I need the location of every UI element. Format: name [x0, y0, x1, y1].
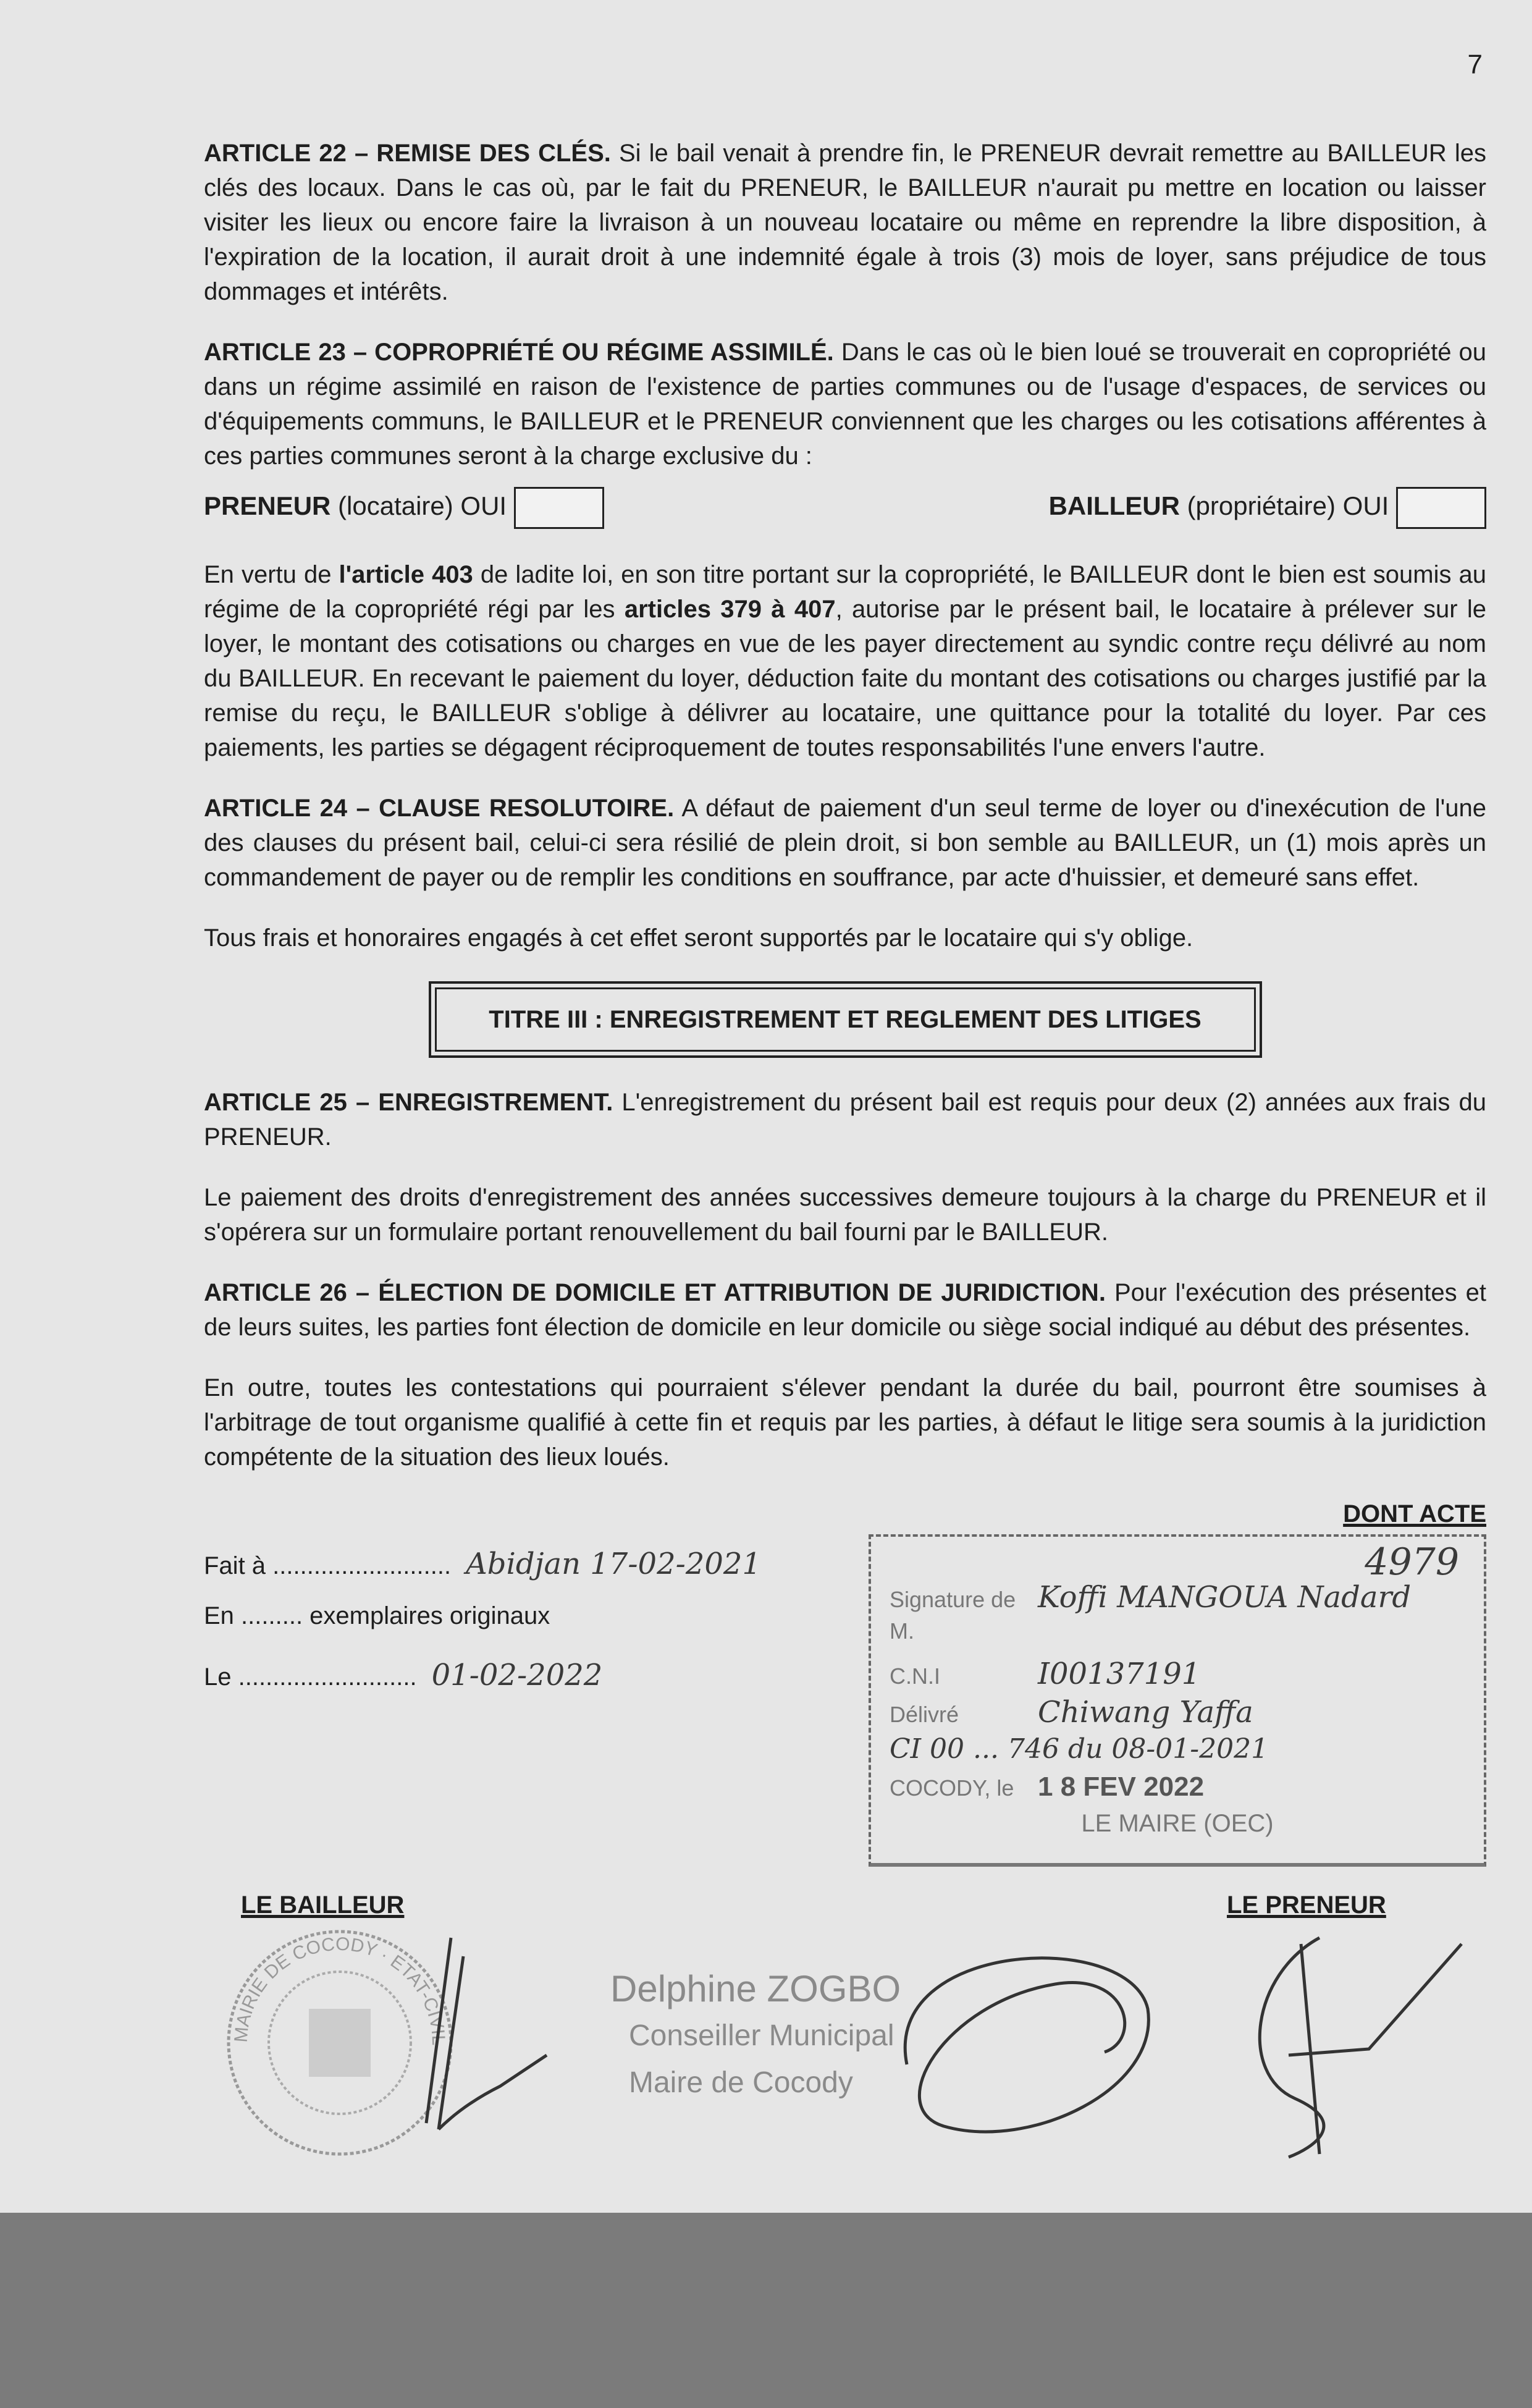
article-23-title: ARTICLE 23 – COPROPRIÉTÉ OU RÉGIME ASSIMILÉ. [204, 339, 834, 366]
text: de ladite loi, en son titre portant sur la copropriété, le BAILLEUR dont le bien est soumis au régime de la copropriété régi par les [204, 561, 1487, 623]
bailleur-option [1049, 487, 1486, 529]
article-25 [204, 1085, 1486, 1154]
exemplaires-row [204, 1602, 831, 1658]
dont-acte-row [204, 1500, 1486, 1528]
bailleur-checkbox[interactable] [1396, 487, 1486, 529]
preneur-signature [1227, 1919, 1486, 2160]
stamp-cocody-label: COCODY, le [890, 1775, 1014, 1801]
execution-lines [204, 1534, 831, 1713]
article-22-title: ARTICLE 22 – REMISE DES CLÉS. [204, 140, 611, 167]
official-role: Conseiller Municipal [629, 2019, 894, 2052]
stamp-row [890, 1772, 1465, 1810]
bold-ref: l'article 403 [339, 561, 473, 588]
bailleur-sub: (propriétaire) OUI [1179, 491, 1389, 521]
article-22-text: Si le bail venait à prendre fin, le PRENEUR devrait remettre au BAILLEUR les clés des locaux. Dans le cas où, par le fait du PRENEUR, le BAILLEUR n'aurait pu mettre en location ou laisser visiter les lieux ou encore faire la livraison à un nouveau locataire ou même en reprendre la libre disposition, à l'expiration de la location, il aurait droit à une indemnité égale à trois (3) mois de loyer, sans préjudice de tous dommages et intérêts. [204, 140, 1486, 305]
article-26-text: Pour l'exécution des présentes et de leurs suites, les parties font élection de domicile en leur domicile ou siège social indiqué au début des présentes. [204, 1279, 1487, 1341]
article-24-text: A défaut de paiement d'un seul terme de loyer ou d'inexécution de l'une des clauses du présent bail, celui-ci sera résilié de plein droit, si bon semble au BAILLEUR, un (1) mois après un commandement de payer ou de remplir les conditions en souffrance, par acte d'huissier, et demeuré sans effet. [204, 795, 1486, 891]
stamp-m-label: M. [890, 1618, 914, 1644]
article-24 [204, 791, 1486, 895]
article-403-paragraph [204, 557, 1486, 765]
stamp-delivre-label: Délivré [890, 1702, 959, 1727]
signature-section [204, 1891, 1486, 2176]
stamp-date: 1 8 FEV 2022 [1038, 1772, 1205, 1802]
seal-text-path: MAIRIE DE COCODY · ETAT-CIVIL [230, 1933, 449, 2046]
article-25-title: ARTICLE 25 – ENREGISTREMENT. [204, 1089, 613, 1116]
en-outre-paragraph: En outre, toutes les contestations qui pourraient s'élever pendant la durée du bail, pourront être soumises à l'arbitrage de tout organisme qualifié à cette fin et requis par les parties, à défaut le litige sera soumis à la juridiction compétente de la situation des lieux loués. [204, 1374, 1486, 1471]
stamp-row [890, 1618, 1465, 1657]
article-26-title: ARTICLE 26 – ÉLECTION DE DOMICILE ET ATTRIBUTION DE JURIDICTION. [204, 1279, 1106, 1306]
handwritten-place-date: Abidjan 17-02-2021 [466, 1547, 761, 1581]
mairie-seal [204, 1919, 550, 2160]
handwritten-number: 4979 [1365, 1540, 1459, 1584]
stamp-row [890, 1657, 1465, 1695]
handwritten-delivre: Chiwang Yaffa [1038, 1695, 1253, 1730]
bailleur-label: BAILLEUR [1048, 491, 1180, 521]
bold-ref: articles 379 à 407 [624, 596, 836, 623]
exemplaires-line: En ......... exemplaires originaux [204, 1602, 550, 1629]
article-24-title: ARTICLE 24 – CLAUSE RESOLUTOIRE. [204, 795, 675, 822]
preneur-sub: (locataire) OUI [330, 491, 507, 521]
article-25-text: L'enregistrement du présent bail est requis pour deux (2) années aux frais du PRENEUR. [204, 1089, 1486, 1151]
handwritten-le-date: 01-02-2022 [431, 1658, 603, 1692]
titre-iii-heading: TITRE III : ENREGISTREMENT ET REGLEMENT DES LITIGES [435, 987, 1256, 1052]
official-column [610, 1891, 1166, 2176]
titre-iii-box [429, 981, 1262, 1058]
fait-a-line: Fait à .......................... [204, 1552, 452, 1579]
le-bailleur-label: LE BAILLEUR [241, 1891, 405, 1919]
paiement-paragraph: Le paiement des droits d'enregistrement des années successives demeure toujours à la charge du PRENEUR et il s'opérera sur un formulaire portant renouvellement du bail fourni par le BAILLEUR. [204, 1184, 1486, 1246]
handwritten-cni-ref: CI 00 ... 746 du 08-01-2021 [890, 1733, 1269, 1765]
stamp-row [890, 1810, 1465, 1848]
maire-signature [870, 1904, 1166, 2163]
stamp-signature-label: Signature de [890, 1587, 1016, 1612]
preneur-column [1227, 1891, 1486, 2176]
handwritten-cni: I00137191 [1038, 1657, 1201, 1691]
official-name: Delphine ZOGBO [610, 1968, 901, 2009]
preneur-option [204, 487, 604, 529]
le-row [204, 1658, 831, 1713]
official-office: Maire de Cocody [629, 2066, 853, 2099]
handwritten-name: Koffi MANGOUA Nadard [1038, 1580, 1412, 1615]
article-23-text: Dans le cas où le bien loué se trouverait en copropriété ou dans un régime assimilé en raison de l'existence de parties communes ou de l'usage d'espaces, de services ou d'équipements communs, le BAILLEUR et le PRENEUR conviennent que les charges ou les cotisations afférentes à ces parties communes seront à la charge exclusive du : [204, 339, 1487, 470]
stamp-le-maire: LE MAIRE (OEC) [1081, 1810, 1274, 1837]
le-preneur-label: LE PRENEUR [1227, 1891, 1386, 1919]
preneur-label: PRENEUR [204, 491, 331, 521]
le-date-line: Le .......................... [204, 1663, 417, 1691]
bailleur-column [204, 1891, 550, 2176]
text: , autorise par le présent bail, le locataire à prélever sur le loyer, le montant des cotisations ou charges en vue de les payer directement au syndic contre reçu délivré au nom du BAILLEUR. En recevant le paiement du loyer, déduction faite du montant des cotisations ou charges justifié par la remise du reçu, le BAILLEUR s'oblige à délivrer au locataire, une quittance pour la totalité du loyer. Par ces paiements, les parties se dégagent réciproquement de toutes responsabilités l'une envers l'autre. [204, 596, 1486, 761]
stamp-row [890, 1695, 1465, 1733]
fait-a-row [204, 1547, 831, 1602]
stamp-row [890, 1733, 1465, 1772]
legalization-stamp [869, 1534, 1486, 1867]
article-22 [204, 136, 1486, 309]
article-23 [204, 335, 1486, 473]
stamp-cni-label: C.N.I [890, 1663, 941, 1689]
closing-section [204, 1534, 1486, 1867]
text: En vertu de [204, 561, 339, 588]
stamp-row [890, 1580, 1465, 1618]
page-number: 7 [1467, 49, 1483, 80]
preneur-checkbox[interactable] [514, 487, 604, 529]
charge-options [204, 487, 1486, 529]
frais-paragraph: Tous frais et honoraires engagés à cet effet seront supportés par le locataire qui s'y oblige. [204, 924, 1193, 952]
dont-acte: DONT ACTE [1343, 1500, 1486, 1527]
article-26 [204, 1275, 1486, 1345]
